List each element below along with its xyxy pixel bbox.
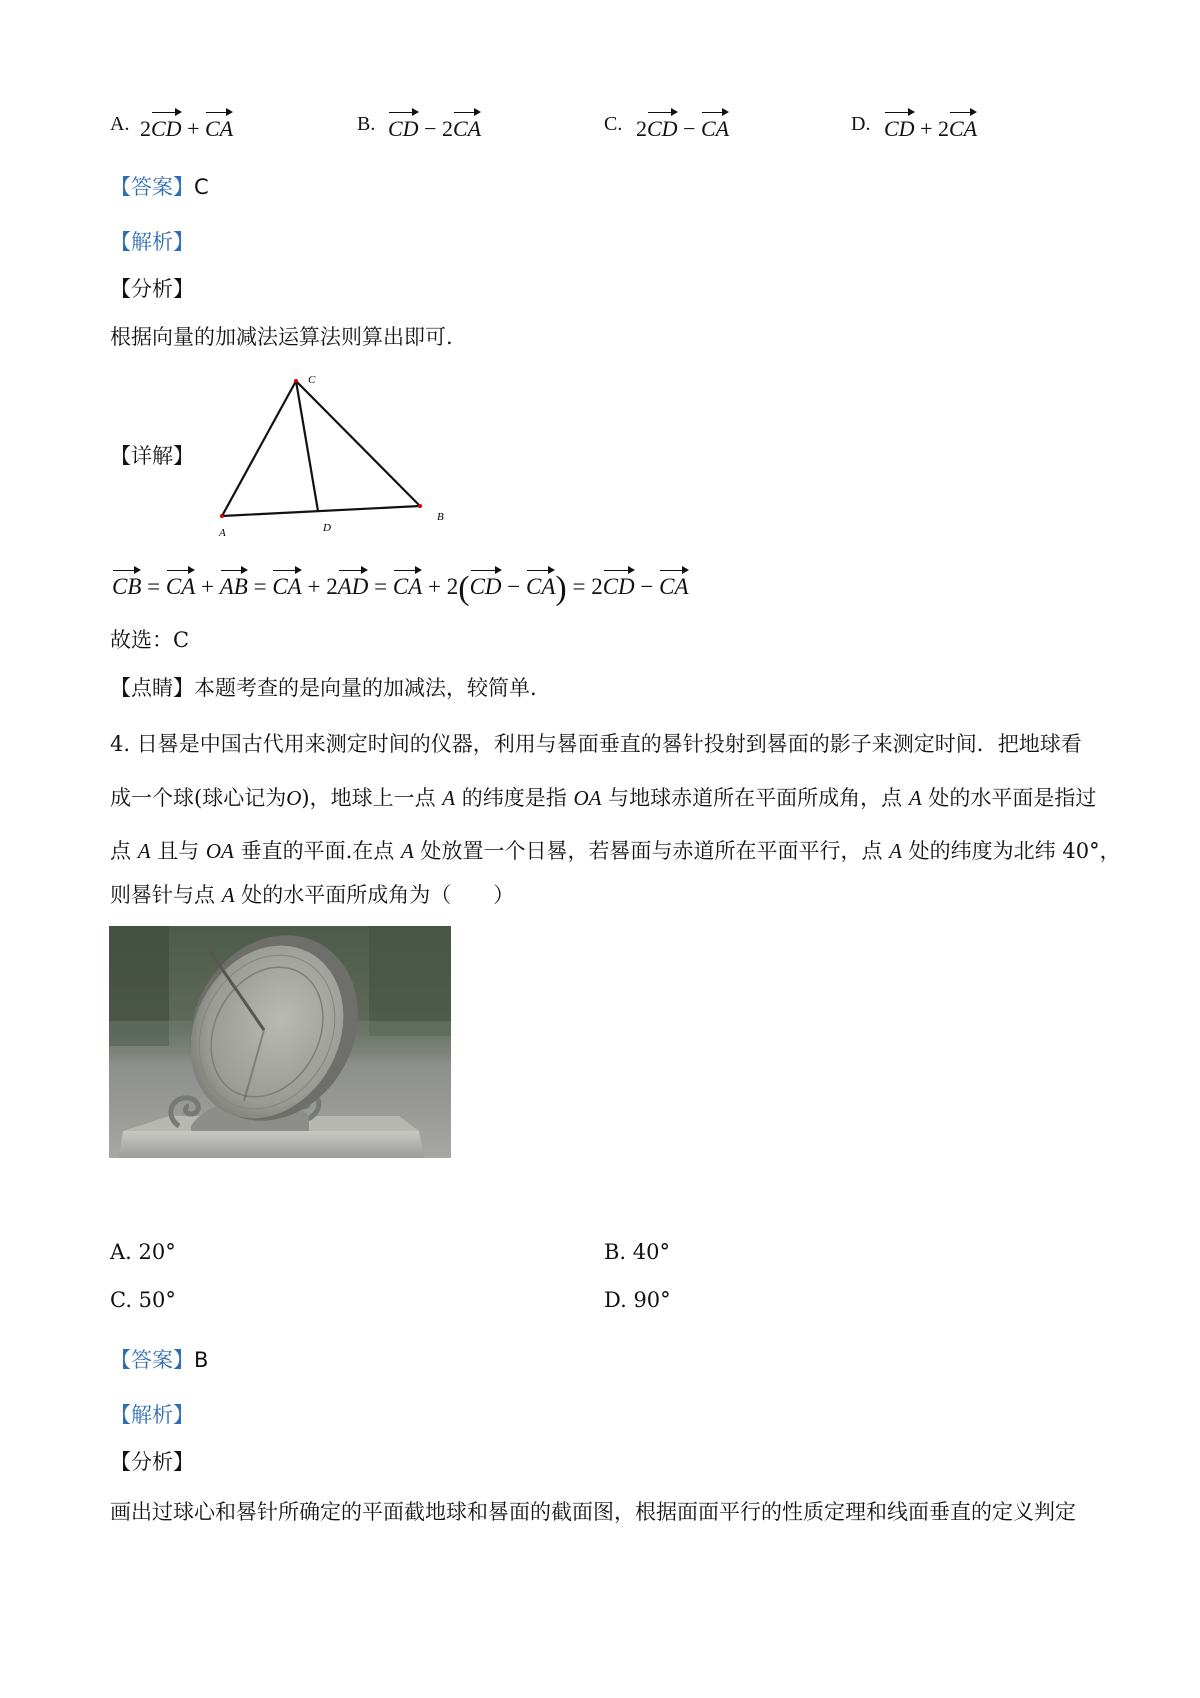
q4-fenxi-tag: 【分析】 (110, 1450, 194, 1474)
q4-answer-value: B (194, 1348, 209, 1372)
q3-answer-line (110, 177, 209, 198)
q4-l3-seg-2: 且与 (157, 839, 200, 863)
q4-l3-oa: OA (205, 839, 234, 863)
q4-l2-o: O (286, 786, 302, 810)
q4-l3-seg-5: 处的纬度为北纬 40°， (908, 839, 1121, 863)
sundial-photo (109, 926, 451, 1158)
q4-option-b: B. 40° (604, 1240, 671, 1264)
q4-l3-seg-4: 处放置一个日晷，若晷面与赤道所在平面平行，点 (420, 839, 883, 863)
q4-l3-a2: A (400, 839, 414, 863)
q3-option-a-expr: 2CD + CA (140, 110, 233, 142)
label-b: B (437, 511, 444, 523)
q3-answer-tag: 【答案】 (110, 175, 194, 199)
q3-option-a-label: A. (110, 113, 130, 135)
q4-l3-a: A (137, 839, 151, 863)
q3-vector-equation: CB = CA + AB = CA + 2AD = CA + 2(CD − CA) = 2CD − CA (112, 570, 689, 607)
q3-conclusion: 故选：C (110, 628, 190, 652)
q4-l2-seg-4: 与地球赤道所在平面所成角，点 (608, 786, 903, 810)
q4-stem-line-2 (110, 788, 1096, 809)
q4-l2-a2: A (908, 786, 922, 810)
q3-fenxi-tag: 【分析】 (110, 277, 194, 301)
q4-l2-oa: OA (573, 786, 602, 810)
triangle-side-ab (222, 506, 420, 516)
q4-l4-seg-1: 则晷针与点 (110, 883, 215, 907)
q4-answer-tag: 【答案】 (110, 1348, 194, 1372)
point-c (294, 379, 298, 383)
q4-stem-line-4 (110, 885, 514, 906)
q4-l3-a3: A (889, 839, 902, 863)
q4-l2-seg-2: )，地球上一点 (301, 786, 436, 810)
triangle-side-ca (222, 381, 296, 516)
q4-option-a: A. 20° (110, 1240, 176, 1264)
triangle-diagram (210, 372, 450, 542)
q4-l2-seg-1: 成一个球(球心记为 (110, 786, 287, 810)
point-b (418, 504, 422, 508)
q4-option-d: D. 90° (604, 1288, 671, 1312)
q4-l3-seg-1: 点 (110, 839, 131, 863)
q4-stem-line-3 (110, 841, 1121, 862)
q3-option-d-expr: CD + 2CA (884, 110, 977, 142)
q4-stem-line-1: 4. 日晷是中国古代用来测定时间的仪器，利用与晷面垂直的晷针投射到晷面的影子来测定时间．把地球看 (110, 732, 1082, 756)
q3-option-c-label: C. (604, 113, 623, 135)
q4-analysis-tag: 【解析】 (110, 1403, 194, 1427)
point-a (220, 514, 224, 518)
label-c: C (308, 374, 316, 386)
q3-option-b-expr: CD − 2CA (388, 110, 481, 142)
q3-analysis-tag: 【解析】 (110, 230, 194, 254)
q3-option-b-label: B. (357, 113, 376, 135)
q4-l4-a: A (221, 883, 235, 907)
q4-l3-seg-3: 垂直的平面.在点 (240, 839, 395, 863)
q3-option-c-expr: 2CD − CA (636, 110, 729, 142)
label-d: D (323, 522, 331, 534)
q4-option-c: C. 50° (110, 1288, 176, 1312)
q3-option-d-label: D. (851, 113, 871, 135)
q4-l2-seg-3: 的纬度是指 (461, 786, 567, 810)
q3-comment-line (110, 678, 537, 699)
q4-l2-seg-5: 处的水平面是指过 (928, 786, 1097, 810)
q4-l2-a: A (442, 786, 456, 810)
q4-answer-line (110, 1350, 208, 1371)
q4-fenxi-text: 画出过球心和晷针所确定的平面截地球和晷面的截面图，根据面面平行的性质定理和线面垂直的定义判定 (110, 1500, 1076, 1524)
q3-comment-text: 本题考查的是向量的加减法，较简单. (194, 676, 537, 700)
q3-comment-tag: 【点睛】 (110, 676, 194, 700)
q3-detail-tag: 【详解】 (110, 444, 194, 468)
q4-l4-seg-2: 处的水平面所成角为（ ） (241, 883, 515, 907)
q3-answer-value: C (194, 175, 209, 199)
label-a: A (219, 527, 226, 539)
sundial-illustration (109, 926, 451, 1158)
q3-fenxi-text: 根据向量的加减法运算法则算出即可. (110, 325, 453, 349)
